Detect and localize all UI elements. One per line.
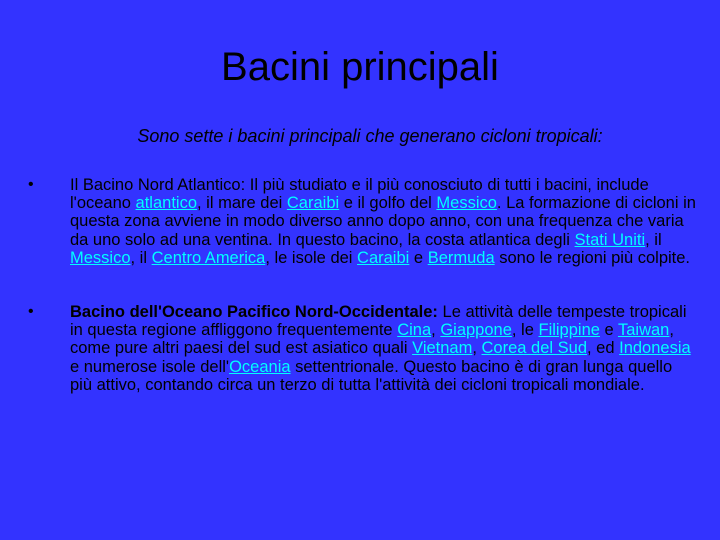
text-segment: Le attività delle tempeste tropicali in questa regione affliggono frequentemente	[70, 303, 687, 340]
bullet-text	[70, 176, 696, 267]
link-corea-del-sud[interactable]: Corea del Sud	[481, 339, 588, 358]
text-segment: , il	[130, 248, 152, 267]
bullet-north-atlantic	[28, 176, 698, 267]
link-messico[interactable]: Messico	[70, 248, 131, 267]
link-caraibi[interactable]: Caraibi	[286, 194, 340, 213]
text-segment: , il	[645, 230, 662, 249]
link-centro-america[interactable]: Centro America	[151, 248, 266, 267]
text-segment: Il Bacino Nord Atlantico: Il più studiato e il più conosciuto di tutti i bacini, include l'oceano	[70, 176, 649, 213]
text-segment: , le	[511, 321, 539, 340]
bullet-text	[70, 303, 691, 394]
link-caraibi[interactable]: Caraibi	[357, 248, 410, 267]
bold-heading: Bacino dell'Oceano Pacifico Nord-Occidentale:	[70, 303, 438, 322]
text-segment: , le isole dei	[265, 248, 358, 267]
text-segment: e	[599, 321, 618, 340]
page-title: Bacini principali	[221, 45, 499, 89]
bullet-dot-icon: •	[28, 176, 34, 193]
text-segment: , come pure altri paesi del sud est asiatico quali	[70, 321, 674, 358]
link-taiwan[interactable]: Taiwan	[617, 321, 670, 340]
link-atlantico[interactable]: atlantico	[135, 194, 198, 213]
text-segment: , ed	[587, 339, 620, 358]
text-segment: e	[409, 248, 428, 267]
link-indonesia[interactable]: Indonesia	[619, 339, 691, 358]
slide-subtitle: Sono sette i bacini principali che generano cicloni tropicali:	[137, 126, 603, 146]
link-oceania[interactable]: Oceania	[229, 357, 291, 376]
bullet-list	[28, 176, 698, 394]
text-segment: e il golfo del	[339, 194, 437, 213]
link-messico[interactable]: Messico	[436, 194, 497, 213]
link-giappone[interactable]: Giappone	[440, 321, 512, 340]
link-vietnam[interactable]: Vietnam	[412, 339, 473, 358]
link-bermuda[interactable]: Bermuda	[427, 248, 495, 267]
text-segment: sono le regioni più colpite.	[494, 248, 691, 267]
text-segment: ,	[431, 321, 441, 340]
bullet-northwest-pacific	[28, 303, 698, 394]
text-segment: . La formazione di cicloni in questa zona avviene in modo diverso anno dopo anno, con una frequenza che varia da uno solo ad una ventina. In questo bacino, la costa atlantica degli	[70, 194, 696, 249]
link-cina[interactable]: Cina	[397, 321, 432, 340]
text-segment: , il mare dei	[197, 194, 287, 213]
text-segment: ,	[472, 339, 482, 358]
link-stati-uniti[interactable]: Stati Uniti	[574, 230, 646, 249]
bullet-dot-icon: •	[28, 303, 34, 321]
text-segment: e numerose isole dell'	[70, 357, 230, 376]
text-segment: settentrionale. Questo bacino è di gran lunga quello più attivo, contando circa un terzo di tutta l'attività dei cicloni tropicali mondiale.	[70, 357, 673, 394]
link-filippine[interactable]: Filippine	[538, 321, 600, 340]
